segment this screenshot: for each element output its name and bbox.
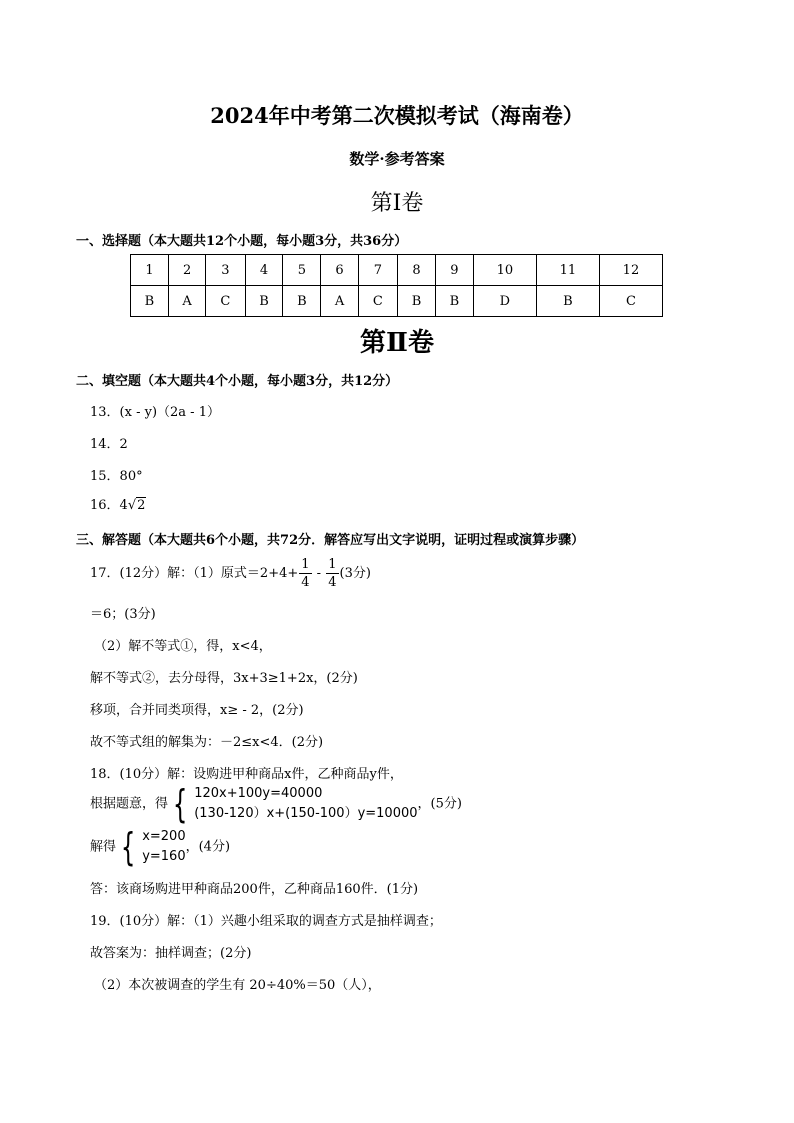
equation-system [194, 784, 417, 824]
q17-line-1-score: (3分) [339, 566, 371, 581]
solution-x: x=200 [142, 829, 186, 844]
answer-cell: A [321, 286, 358, 317]
question-number-cell: 11 [536, 255, 599, 286]
question-number-cell: 9 [435, 255, 473, 286]
minus-sign: - [312, 566, 326, 581]
answer-cell: C [206, 286, 245, 317]
answer-table-number-row [131, 255, 663, 286]
equation-2: (130-120）x+(150-100）y=10000 [194, 806, 418, 821]
question-number-cell: 12 [599, 255, 662, 286]
equation-1: 120x+100y=40000 [194, 786, 323, 801]
q18-line-3-score: ，(4分) [185, 839, 231, 855]
answer-13: 13．(x - y)（2a - 1） [90, 405, 220, 420]
q17-line-3: （2）解不等式①，得，x<4， [94, 639, 272, 654]
q19-line-3: （2）本次被调查的学生有 20÷40%＝50（人）， [94, 978, 381, 993]
section-one-heading: 一、选择题（本大题共12个小题，每小题3分，共36分） [76, 234, 408, 249]
question-number-cell: 2 [168, 255, 205, 286]
solution-y: y=160 [142, 849, 186, 864]
q18-line-4: 答：该商场购进甲种商品200件，乙种商品160件．(1分) [90, 882, 419, 897]
q17-line-5: 移项，合并同类项得，x≥ - 2，(2分) [90, 703, 304, 718]
answer-cell: A [168, 286, 205, 317]
q17-line-1-prefix: 17．(12分）解：（1）原式＝2+4+ [90, 566, 299, 581]
fraction-one-quarter: $\frac{1}{4}$ [301, 557, 310, 590]
answer-15: 15．80° [90, 469, 143, 484]
left-brace-icon: { [120, 825, 136, 869]
question-number-cell: 4 [245, 255, 283, 286]
answer-cell: D [473, 286, 536, 317]
sqrt-symbol: √ [127, 498, 137, 513]
answer-cell: C [599, 286, 662, 317]
answer-cell: B [131, 286, 169, 317]
question-number-cell: 6 [321, 255, 358, 286]
solution-system [142, 827, 185, 867]
question-number-cell: 10 [473, 255, 536, 286]
left-brace-icon: { [172, 782, 188, 826]
answer-16-prefix: 16． [90, 498, 120, 513]
question-number-cell: 8 [398, 255, 436, 286]
page-title: 2024年中考第二次模拟考试（海南卷） [210, 103, 584, 128]
q17-line-2: ＝6；(3分) [90, 607, 156, 622]
q18-line-2-prefix: 根据题意，得 [90, 796, 169, 812]
q18-line-2-score: ，(5分) [417, 796, 462, 812]
answer-cell: B [435, 286, 473, 317]
answer-cell: B [398, 286, 436, 317]
answer-16-coefficient: 4 [119, 498, 128, 513]
q18-line-3 [90, 827, 230, 867]
section-two-heading: 二、填空题（本大题共4个小题，每小题3分，共12分） [76, 374, 399, 389]
q18-line-3-prefix: 解得 [90, 839, 117, 855]
section-three-heading: 三、解答题（本大题共6个小题，共72分．解答应写出文字说明，证明过程或演算步骤） [76, 533, 585, 548]
q17-line-1 [90, 558, 371, 589]
volume-one-heading: 第Ⅰ卷 [370, 191, 424, 216]
answer-cell: B [283, 286, 321, 317]
answer-table [130, 254, 663, 317]
question-number-cell: 3 [206, 255, 245, 286]
q19-line-1: 19．(10分）解：（1）兴趣小组采取的调查方式是抽样调查； [90, 914, 442, 929]
question-number-cell: 7 [358, 255, 397, 286]
q18-line-2 [90, 784, 462, 824]
answer-table-answer-row [131, 286, 663, 317]
q17-line-6: 故不等式组的解集为：－2≤x<4．(2分) [90, 735, 324, 750]
answer-cell: B [536, 286, 599, 317]
fraction-one-quarter-second: $\frac{1}{4}$ [328, 557, 337, 590]
q17-line-4: 解不等式②，去分母得，3x+3≥1+2x，(2分) [90, 671, 358, 686]
answer-16 [90, 494, 146, 513]
answer-cell: B [245, 286, 283, 317]
page-subtitle: 数学·参考答案 [349, 150, 445, 168]
q19-line-2: 故答案为：抽样调查；(2分) [90, 946, 252, 961]
answer-cell: C [358, 286, 397, 317]
question-number-cell: 5 [283, 255, 321, 286]
answer-14: 14．2 [90, 437, 128, 452]
question-number-cell: 1 [131, 255, 169, 286]
volume-two-heading: 第Ⅱ卷 [360, 328, 434, 358]
answer-16-radicand: 2 [137, 498, 146, 513]
q18-line-1: 18．(10分）解：设购进甲种商品x件，乙种商品y件， [90, 767, 403, 782]
